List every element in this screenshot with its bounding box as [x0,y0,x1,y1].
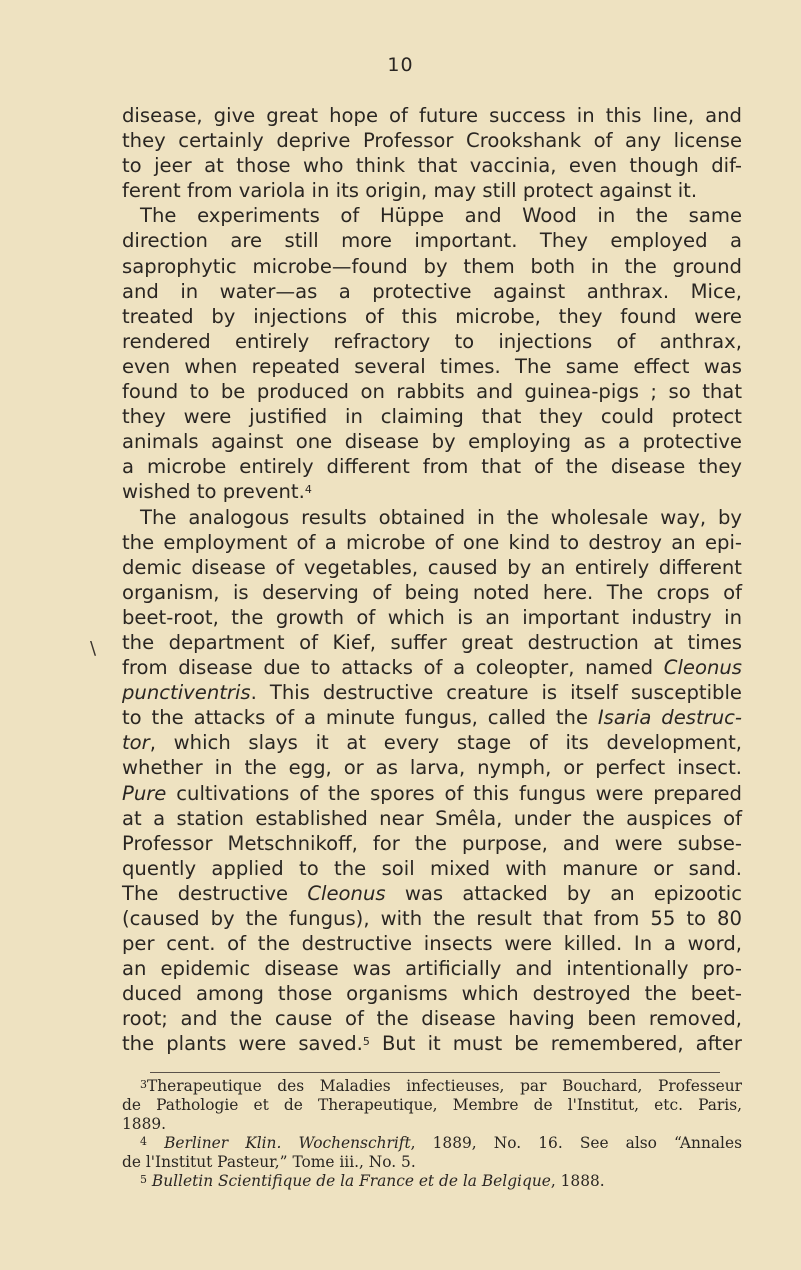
text-line [122,881,742,906]
text-run: treated by injections of this microbe, they found were [122,304,742,328]
text-run: per cent. of the destructive insects were killed. In a word, [122,932,742,956]
text-run: an epidemic disease was artificially and intentionally pro- [122,957,742,981]
text-run: de l'Institut Pasteur,” Tome iii., No. 5. [122,1153,416,1171]
text-run: a microbe entirely different from that of the disease they [122,455,742,479]
text-line [122,1031,742,1056]
text-line [122,755,742,780]
text-run: direction are still more important. They employed a [122,229,742,253]
text-line [122,254,742,279]
body-text [122,103,742,1057]
text-line [122,856,742,881]
text-run: even when repeated several times. The same effect was [122,354,742,378]
text-run: wished to prevent. [122,480,305,504]
text-run: saprophytic microbe—found by them both in the ground [122,254,742,278]
footnote-ref: 5 [362,1035,370,1049]
italic-text: Isaria destruc- [597,706,742,730]
text-line [122,981,742,1006]
text-line [122,781,742,806]
footnote-rule [150,1072,720,1073]
text-run: to jeer at those who think that vaccinia, even though dif- [122,154,742,178]
text-line [122,705,742,730]
text-run: rendered entirely refractory to injections of anthrax, [122,329,742,353]
italic-text: Bulletin Scientifique de la France et de la Belgique [151,1172,551,1190]
text-run: (caused by the fungus), with the result that from 55 to 80 [122,907,742,930]
footnote-line [122,1134,742,1153]
text-run: was attacked by an epizootic [385,881,742,905]
text-line [122,580,742,605]
text-line [122,555,742,580]
text-line [122,505,742,530]
text-run: and in water—as a protective against anthrax. Mice, [122,279,742,303]
text-run: beet-root, the growth of which is an important industry in [122,605,742,629]
text-run: Therapeutique des Maladies infectieuses, par Bouchard, Professeur [147,1077,742,1095]
margin-mark: \ [90,638,97,659]
text-line [122,153,742,178]
text-line [122,530,742,555]
text-line [122,304,742,329]
text-line [122,655,742,680]
footnote-line [122,1172,742,1191]
text-run: from disease due to attacks of a coleopter, named [122,656,664,680]
text-run [147,1134,164,1152]
text-run: cultivations of the spores of this fungus were prepared [166,781,742,805]
text-line [122,429,742,454]
text-line [122,103,742,128]
text-run: found to be produced on rabbits and guinea-pigs ; so that [122,380,742,404]
text-line [122,454,742,479]
text-line [122,404,742,429]
text-line [122,956,742,981]
italic-text: Pure [122,781,167,805]
text-run: , 1888. [550,1172,605,1190]
text-run: demic disease of vegetables, caused by an entirely different [122,555,742,579]
text-run: But it must be remembered, after [369,1032,742,1056]
italic-text: Cleonus [307,881,386,905]
text-run: The destructive [122,881,308,905]
text-line [122,806,742,831]
text-line [122,630,742,655]
footnote-ref: 4 [304,483,312,497]
footnote-line [122,1077,742,1096]
text-run: The analogous results obtained in the wholesale way, by [140,505,742,529]
text-line [122,329,742,354]
text-line [122,605,742,630]
text-line [122,479,742,504]
footnote-line [122,1153,742,1172]
footnote-ref: 4 [140,1135,147,1148]
text-run: duced among those organisms which destroyed the beet- [122,982,742,1006]
footnotes [122,1077,742,1191]
text-line [122,178,742,203]
text-run: de Pathologie et de Therapeutique, Membre de l'Institut, etc. Paris, [122,1096,742,1114]
text-run: whether in the egg, or as larva, nymph, or perfect insect. [122,756,742,780]
text-run: animals against one disease by employing as a protective [122,430,742,454]
text-run: they certainly deprive Professor Crookshank of any license [122,129,742,153]
text-line [122,228,742,253]
text-line [122,831,742,856]
text-run: quently applied to the soil mixed with manure or sand. [122,856,742,880]
text-line [122,730,742,755]
text-line [122,203,742,228]
text-line [122,379,742,404]
text-line [122,906,742,931]
italic-text: punctiventris [122,681,251,705]
italic-text: Berliner Klin. Wochenschrift [164,1134,411,1152]
text-run: , 1889, No. 16. See also “Annales [410,1134,742,1152]
footnote-ref: 3 [140,1078,147,1091]
text-run: . This destructive creature is itself susceptible [250,681,742,705]
italic-text: tor [122,731,150,755]
text-run: 1889. [122,1115,167,1133]
text-line [122,931,742,956]
text-run: , which slays it at every stage of its development, [149,731,742,755]
text-line [122,279,742,304]
text-run: root; and the cause of the disease having been removed, [122,1007,742,1031]
text-run: the department of Kief, suffer great destruction at times [122,630,742,654]
text-run: ferent from variola in its origin, may still protect against it. [122,179,698,203]
text-run: they were justified in claiming that they could protect [122,405,742,429]
text-run: disease, give great hope of future success in this line, and [122,104,742,127]
text-run: organism, is deserving of being noted here. The crops of [122,580,742,604]
footnote-ref: 5 [140,1173,147,1186]
footnote-line [122,1096,742,1115]
footnote-line [122,1115,742,1134]
text-run: at a station established near Smêla, under the auspices of [122,806,742,830]
text-line [122,354,742,379]
italic-text: Cleonus [663,656,742,680]
text-run: the employment of a microbe of one kind to destroy an epi- [122,530,742,554]
text-line [122,128,742,153]
text-line [122,680,742,705]
text-run: the plants were saved. [122,1032,363,1056]
page-number: 10 [387,54,414,76]
text-run: The experiments of Hüppe and Wood in the same [140,204,742,228]
text-run: Professor Metschnikoff, for the purpose, and were subse- [122,831,742,855]
text-line [122,1006,742,1031]
text-run: to the attacks of a minute fungus, called the [122,706,598,730]
